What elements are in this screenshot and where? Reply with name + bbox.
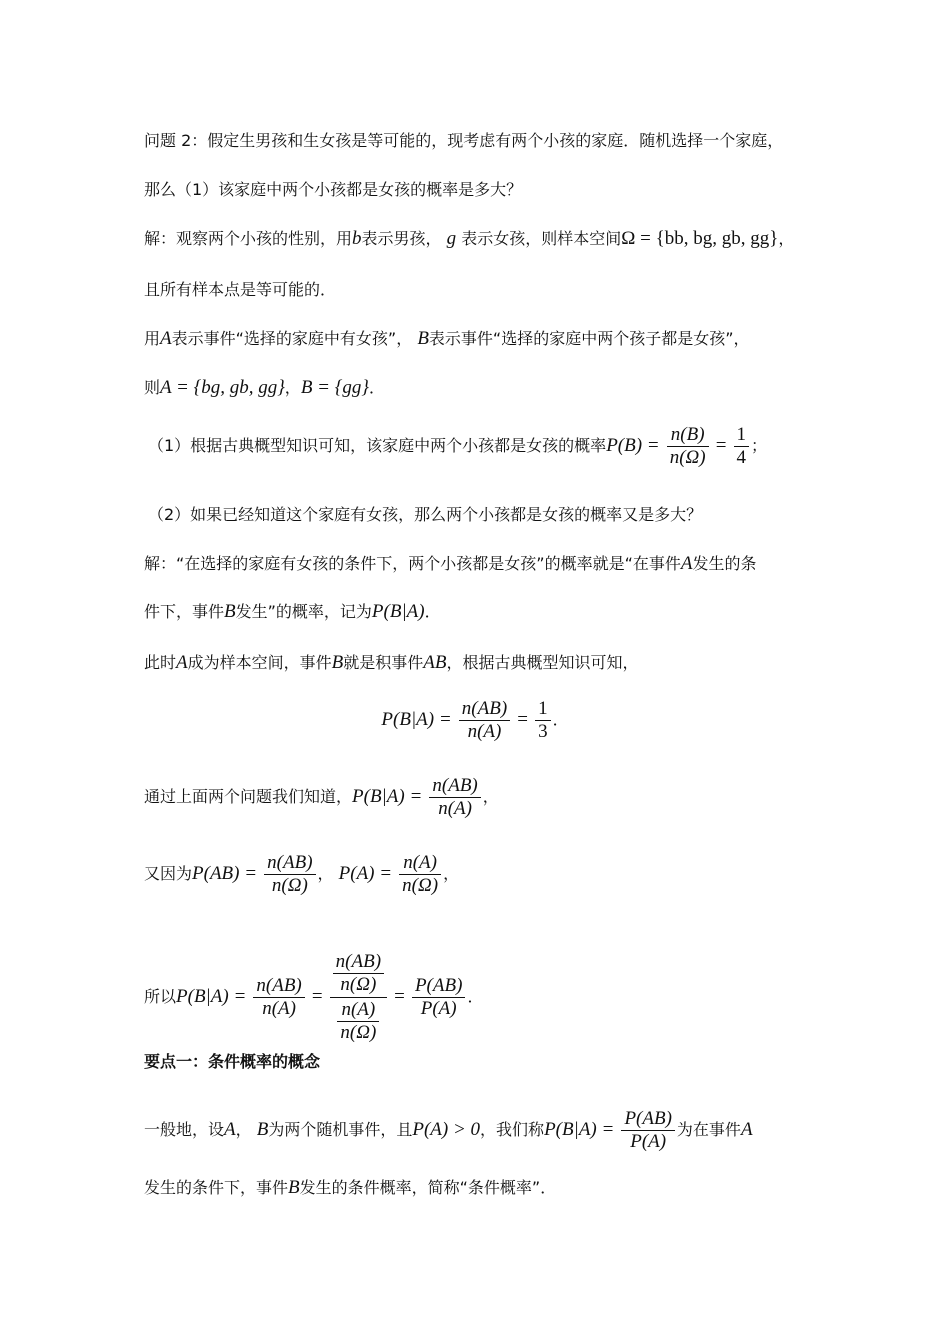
numerator: 1 (538, 698, 548, 719)
fraction-nab-over-na (459, 698, 510, 743)
denominator: n(A) (429, 797, 480, 820)
p-a: P(A) = (338, 863, 393, 884)
text: ，我们称 (480, 1120, 545, 1139)
text: ， (443, 864, 460, 883)
text: 为在事件 (676, 1120, 741, 1139)
var-B: B (224, 601, 236, 622)
equals: = (517, 709, 528, 730)
numerator: n(AB) (461, 698, 508, 719)
section-heading: 要点一：条件概率的概念 (144, 1052, 321, 1071)
text: ； (751, 436, 768, 455)
fraction-nab-over-na (429, 775, 480, 820)
fraction-nab-over-na (253, 975, 304, 1020)
p-of-b: P(B) = (606, 435, 660, 456)
text: 发生的条 (692, 554, 757, 573)
p-b-given-a: P(B|A) (371, 601, 425, 622)
therefore-line (144, 950, 483, 1045)
text: ， (284, 378, 301, 397)
var-A: A (160, 328, 172, 349)
fraction-na-over-nomega (399, 852, 441, 897)
numerator (330, 950, 387, 997)
part-1-line (148, 424, 767, 469)
condition-pa-positive: P(A) > 0 (412, 1119, 481, 1140)
denominator: n(Ω) (399, 874, 441, 897)
text: 发生的条件下，事件 (144, 1178, 289, 1197)
equals: = (715, 435, 727, 456)
numerator: n(B) (670, 424, 705, 445)
text: （1）根据古典概型知识可知，该家庭中两个小孩都是女孩的概率 (148, 436, 607, 455)
var-A: A (740, 1119, 753, 1140)
text: 发生的条件概率，简称“条件概率”． (299, 1178, 557, 1197)
text: ， (778, 229, 795, 248)
fraction-nb-over-nomega (667, 424, 709, 469)
var-AB: AB (423, 652, 447, 673)
text: ． (424, 602, 441, 621)
text: 则 (144, 378, 161, 397)
denominator: P(A) (412, 997, 465, 1020)
p-b-given-a: P(B|A) = (381, 709, 452, 730)
numerator: n(AB) (335, 951, 382, 972)
var-B: B (417, 328, 429, 349)
question-2-line-1: 问题 2：假定生男孩和生女孩是等可能的，现考虑有两个小孩的家庭．随机选择一个家庭， (144, 131, 784, 150)
text: 为两个随机事件，且 (268, 1120, 413, 1139)
fraction-nab-over-nomega (264, 852, 315, 897)
text: 用 (144, 329, 161, 348)
text: 表示事件“选择的家庭中两个孩子都是女孩”， (428, 329, 750, 348)
text: ． (368, 378, 385, 397)
numerator: n(AB) (432, 775, 478, 796)
var-b: b (352, 228, 362, 249)
fraction-pab-over-pa (412, 975, 465, 1020)
text: 发生”的概率，记为 (235, 602, 372, 621)
solution-1-line-1 (144, 227, 794, 251)
var-g: g (446, 228, 457, 249)
denominator: n(A) (459, 720, 510, 743)
numerator: P(AB) (624, 1108, 672, 1129)
text: 解：观察两个小孩的性别，用 (144, 229, 353, 248)
text: 又因为 (144, 864, 193, 883)
solution-2-line-2 (144, 600, 441, 624)
set-A-formula: A = {bg, gb, gg} (160, 377, 285, 398)
set-B-formula: B = {gg} (300, 377, 369, 398)
p-b-given-a: P(B|A) = (544, 1119, 615, 1140)
fraction-one-third (535, 698, 551, 743)
inner-fraction-bottom (337, 999, 379, 1044)
inner-fraction-top (333, 951, 384, 996)
text: 通过上面两个问题我们知道， (144, 787, 353, 806)
conditional-formula-centered (0, 698, 950, 743)
denominator: P(A) (621, 1130, 674, 1153)
text: 所以 (144, 987, 177, 1006)
var-B: B (331, 652, 344, 673)
denominator: n(Ω) (264, 874, 315, 897)
event-sets-line (144, 376, 385, 400)
var-A: A (680, 553, 693, 574)
sample-space-line (144, 651, 639, 675)
text: 就是积事件 (343, 653, 424, 672)
p-b-given-a: P(B|A) = (176, 986, 247, 1007)
numerator: n(AB) (256, 975, 302, 996)
part-2-line: （2）如果已经知道这个家庭有女孩，那么两个小孩都是女孩的概率又是多大？ (148, 505, 703, 524)
fraction-pab-over-pa (621, 1108, 674, 1153)
denominator: n(Ω) (333, 973, 384, 996)
text: ， (482, 787, 499, 806)
numerator: 1 (736, 424, 747, 445)
denominator (330, 997, 387, 1045)
var-B: B (256, 1119, 269, 1140)
text: ，根据古典概型知识可知， (446, 653, 639, 672)
sample-space-formula: Ω = {bb, bg, gb, gg} (621, 228, 779, 249)
var-B: B (288, 1177, 300, 1198)
definition-line-1 (144, 1108, 753, 1153)
events-line (144, 327, 750, 351)
text: 表示事件“选择的家庭中有女孩”， (171, 329, 413, 348)
solution-2-line-1 (144, 552, 757, 576)
text: ． (467, 987, 484, 1006)
solution-1-line-2: 且所有样本点是等可能的． (144, 280, 337, 299)
denominator: 4 (734, 446, 750, 469)
equals: = (394, 986, 405, 1007)
numerator: P(AB) (414, 975, 463, 996)
denominator: 3 (535, 720, 551, 743)
equals: = (311, 986, 323, 1007)
numerator: n(A) (341, 999, 376, 1020)
p-b-given-a: P(B|A) = (352, 786, 423, 807)
denominator: n(A) (253, 997, 304, 1020)
p-ab: P(AB) = (192, 863, 258, 884)
fraction-one-quarter (734, 424, 750, 469)
summary-line (144, 775, 499, 820)
text: 件下，事件 (144, 602, 225, 621)
text: 成为样本空间，事件 (187, 653, 332, 672)
text: ， (317, 864, 334, 883)
text: 解：“在选择的家庭有女孩的条件下，两个小孩都是女孩”的概率就是“在事件 (144, 554, 681, 573)
question-2-line-2: 那么（1）该家庭中两个小孩都是女孩的概率是多大？ (144, 180, 523, 199)
definition-line-2 (144, 1176, 556, 1200)
denominator: n(Ω) (667, 446, 709, 469)
var-A: A (224, 1119, 236, 1140)
var-A: A (176, 652, 188, 673)
text: ， (235, 1120, 252, 1139)
denominator: n(Ω) (337, 1021, 379, 1044)
text: 表示女孩，则样本空间 (461, 229, 622, 248)
text: 一般地，设 (144, 1120, 225, 1139)
also-because-line (144, 852, 459, 897)
text: 表示男孩， (361, 229, 442, 248)
compound-fraction (330, 950, 387, 1045)
text: 此时 (144, 653, 177, 672)
numerator: n(A) (403, 852, 437, 873)
numerator: n(AB) (267, 852, 313, 873)
text: ． (552, 710, 569, 729)
